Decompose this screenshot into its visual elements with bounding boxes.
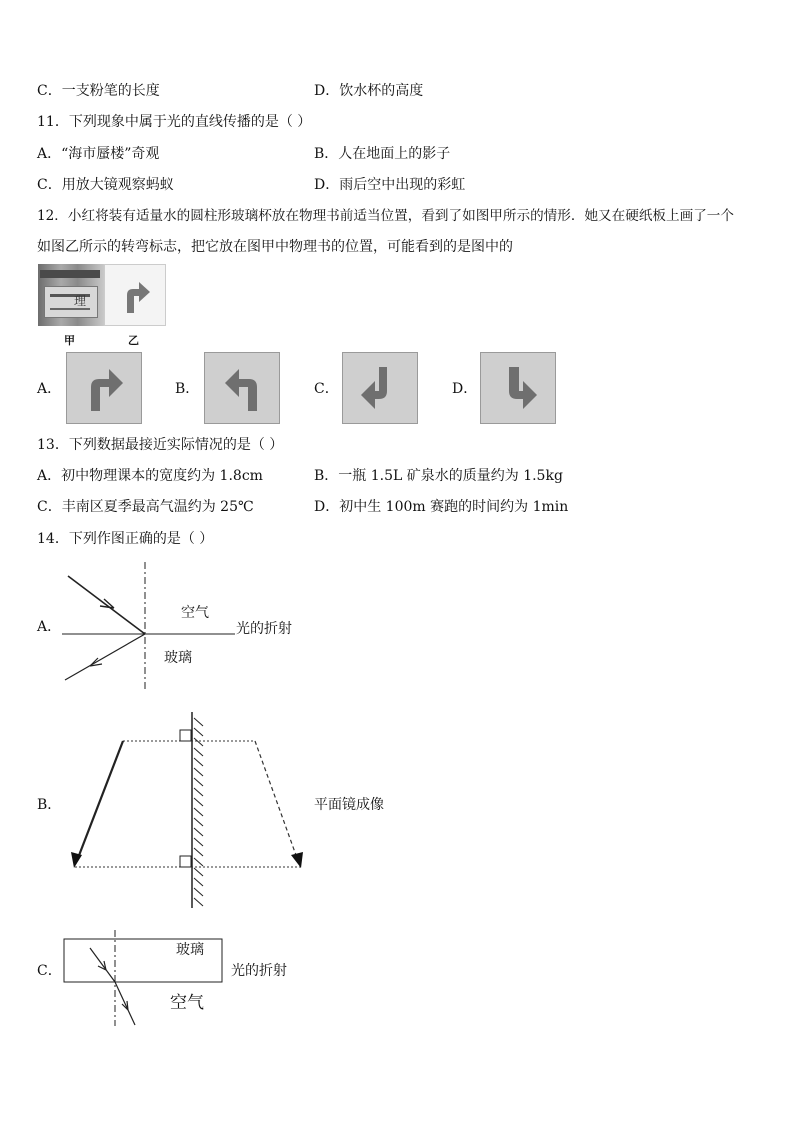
q11-option-a: A．“海市蜃楼”奇观 <box>37 146 160 162</box>
turn-left-arrow-icon <box>205 353 281 425</box>
q11-option-c: C．用放大镜观察蚂蚁 <box>37 177 174 193</box>
figure-jia-label: 甲 <box>64 334 75 347</box>
return-right-arrow-icon <box>481 353 557 425</box>
q12-option-d-sign <box>480 352 556 424</box>
q14-option-b-label: B． <box>37 797 62 813</box>
q14-a-air-label: 空气 <box>181 605 209 621</box>
q14-c-caption: 光的折射 <box>231 963 287 979</box>
q13-stem: 13．下列数据最接近实际情况的是（ ） <box>37 437 284 453</box>
q13-option-c: C．丰南区夏季最高气温约为 25℃ <box>37 499 254 515</box>
q12-stem-line2: 如图乙所示的转弯标志，把它放在图甲中物理书的位置，可能看到的是图中的 <box>37 239 513 255</box>
q13-option-b: B．一瓶 1.5L 矿泉水的质量约为 1.5kg <box>314 468 563 484</box>
book-text: 理 <box>74 294 87 308</box>
q12-option-c-sign <box>342 352 418 424</box>
q10-option-c: C．一支粉笔的长度 <box>37 83 160 99</box>
q14-a-glass-label: 玻璃 <box>164 650 192 666</box>
q14-stem: 14．下列作图正确的是（ ） <box>37 531 214 547</box>
figure-jia-photo <box>38 264 104 326</box>
figure-yi-sign <box>104 264 166 326</box>
q11-option-d: D．雨后空中出现的彩虹 <box>314 177 466 193</box>
q14-option-c-refraction-diagram <box>60 928 230 1028</box>
q11-option-b: B．人在地面上的影子 <box>314 146 451 162</box>
q13-option-a: A．初中物理课本的宽度约为 1.8cm <box>37 468 263 484</box>
q12-option-a-label: A． <box>37 381 62 397</box>
q14-c-glass-label: 玻璃 <box>176 942 204 958</box>
q10-option-d: D．饮水杯的高度 <box>314 83 424 99</box>
q12-option-c-label: C． <box>314 381 339 397</box>
q14-option-b-mirror-diagram <box>65 712 315 912</box>
q12-option-a-sign <box>66 352 142 424</box>
q12-stem-line1: 12．小红将装有适量水的圆柱形玻璃杯放在物理书前适当位置，看到了如图甲所示的情形．她又在硬纸板上画了一个 <box>37 208 734 224</box>
q14-option-a-label: A． <box>37 619 62 635</box>
q12-option-d-label: D． <box>452 381 478 397</box>
q12-option-b-sign <box>204 352 280 424</box>
q12-option-b-label: B． <box>175 381 200 397</box>
q11-stem: 11．下列现象中属于光的直线传播的是（ ） <box>37 114 312 130</box>
return-left-arrow-icon <box>343 353 419 425</box>
q13-option-d: D．初中生 100m 赛跑的时间约为 1min <box>314 499 569 515</box>
q14-c-air-label: 空气 <box>170 993 204 1013</box>
q14-a-caption: 光的折射 <box>236 621 292 637</box>
q14-b-caption: 平面镜成像 <box>314 797 384 813</box>
turn-right-arrow-icon <box>67 353 143 425</box>
q14-option-c-label: C． <box>37 963 62 979</box>
turn-right-arrow-icon <box>105 265 167 327</box>
figure-yi-label: 乙 <box>128 334 139 347</box>
